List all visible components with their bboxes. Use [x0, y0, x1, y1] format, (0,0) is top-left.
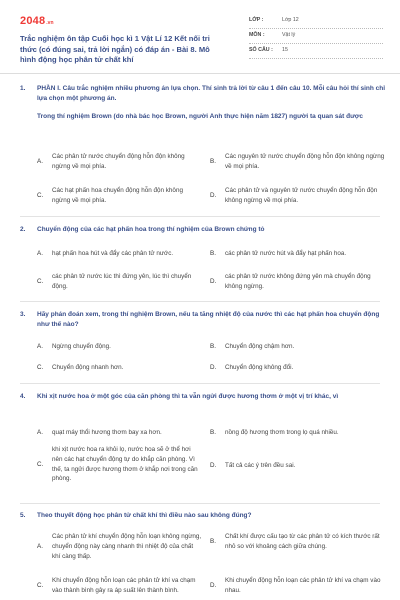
question-number: 3.: [20, 311, 26, 318]
answer-option-d[interactable]: [210, 576, 385, 596]
answer-option-a[interactable]: [37, 342, 202, 352]
option-letter: C.: [37, 460, 44, 468]
question-3: [20, 310, 390, 331]
answer-option-c[interactable]: [37, 576, 202, 596]
option-text: các phân tử nước lúc thì đứng yên, lúc thì chuyển động.: [52, 273, 192, 290]
answer-option-b[interactable]: [210, 152, 385, 172]
answer-option-d[interactable]: [210, 186, 385, 206]
option-letter: D.: [210, 581, 217, 589]
option-text: các phân tử nước hút và đẩy hạt phấn hoa.: [225, 250, 347, 257]
meta-label: SỐ CÂU :: [249, 47, 273, 54]
option-text: Ngừng chuyển động.: [52, 343, 111, 350]
question-text: Theo thuyết động học phân tử chất khí thì điều nào sau không đúng?: [37, 512, 252, 519]
option-letter: C.: [37, 277, 44, 285]
question-text: PHẦN I. Câu trắc nghiệm nhiều phương án lựa chọn. Thí sinh trả lời từ câu 1 đến câu 10. Mỗi câu hỏi thí sinh chỉ lựa chọn một phương án.: [37, 85, 386, 103]
option-letter: A.: [37, 250, 43, 257]
option-text: Chuyển động nhanh hơn.: [52, 364, 124, 371]
option-letter: C.: [37, 191, 44, 199]
option-letter: B.: [210, 343, 216, 350]
answer-option-c[interactable]: [37, 445, 202, 484]
option-letter: A.: [37, 157, 43, 165]
option-letter: A.: [37, 429, 43, 436]
option-text: Các phân tử và nguyên tử nước chuyển động hỗn độn không ngừng về mọi phía.: [225, 187, 378, 204]
meta-row-count: [249, 44, 383, 59]
meta-info-box: [249, 14, 383, 59]
option-text: Khi chuyển động hỗn loạn các phân tử khí va chạm vào nhau.: [225, 577, 381, 594]
option-text: quạt máy thổi hương thơm bay xa hơn.: [52, 429, 162, 436]
option-letter: D.: [210, 277, 217, 285]
option-text: Tất cả các ý trên đều sai.: [225, 462, 296, 469]
question-4: [20, 392, 390, 402]
meta-label: LỚP :: [249, 17, 264, 24]
answer-option-b[interactable]: [210, 428, 385, 438]
answer-option-a[interactable]: [37, 249, 202, 259]
option-letter: A.: [37, 343, 43, 350]
question-divider: [20, 216, 380, 217]
answer-option-b[interactable]: [210, 342, 385, 352]
option-text: Các phân tử nước chuyển động hỗn độn không ngừng về mọi phía.: [52, 153, 185, 170]
question-text: Hãy phán đoán xem, trong thí nghiệm Brown, nếu ta tăng nhiệt độ của nước thì các hạt phấn hoa chuyển động như thế nào?: [37, 311, 380, 329]
answer-option-a[interactable]: [37, 532, 202, 561]
option-text: khi xịt nước hoa ra khỏi lọ, nước hoa sẽ ở thể hơi nên các hạt chuyển động tự do khắp căn phòng. Vì thế, ta ngửi được hương thơm ở khắp nơi trong căn phòng.: [52, 446, 198, 483]
option-text: Các nguyên tử nước chuyển động hỗn độn không ngừng về mọi phía.: [225, 153, 385, 170]
page-title: Trắc nghiệm ôn tập Cuối học kì 1 Vật Lí 12 Kết nối tri thức (có đúng sai, trả lời ngắn) có đáp án - Bài 8. Mô hình động học phân tử chất khí: [20, 34, 210, 64]
option-letter: D.: [210, 191, 217, 199]
option-letter: A.: [37, 542, 43, 550]
option-letter: D.: [210, 462, 217, 469]
answer-option-c[interactable]: [37, 272, 202, 292]
question-number: 4.: [20, 393, 26, 400]
answer-option-a[interactable]: [37, 428, 202, 438]
answer-option-d[interactable]: [210, 272, 385, 292]
option-text: Khi chuyển động hỗn loạn các phân tử khí va chạm vào thành bình gây ra áp suất lên thành bình.: [52, 577, 196, 594]
option-letter: C.: [37, 364, 44, 371]
question-number: 1.: [20, 85, 26, 92]
question-text: Chuyển động của các hạt phấn hoa trong thí nghiệm của Brown chứng tỏ: [37, 226, 265, 233]
answer-option-d[interactable]: [210, 363, 385, 373]
answer-option-c[interactable]: [37, 186, 202, 206]
option-text: Chất khí được cấu tạo từ các phân tử có kích thước rất nhỏ so với khoảng cách giữa chúng.: [225, 533, 380, 550]
question-5: [20, 511, 390, 521]
page-header: [0, 0, 400, 74]
question-divider: [20, 503, 380, 504]
option-letter: B.: [210, 429, 216, 436]
option-text: Chuyển động không đổi.: [225, 364, 294, 371]
meta-label: MÔN :: [249, 32, 265, 39]
option-text: nồng độ hương thơm trong lọ quá nhiều.: [225, 429, 339, 436]
meta-value: Vật lý: [282, 32, 296, 39]
answer-option-a[interactable]: [37, 152, 202, 172]
question-number: 2.: [20, 226, 26, 233]
option-text: các phân tử nước không đứng yên mà chuyển động không ngừng.: [225, 273, 371, 290]
answer-option-b[interactable]: [210, 532, 385, 552]
option-text: Chuyển động chậm hơn.: [225, 343, 295, 350]
option-letter: B.: [210, 537, 216, 545]
meta-value: Lớp 12: [282, 17, 299, 24]
question-divider: [20, 383, 380, 384]
option-text: hạt phấn hoa hút và đẩy các phân tử nước.: [52, 250, 174, 257]
question-2: [20, 225, 390, 235]
answer-option-d[interactable]: [210, 461, 385, 471]
question-divider: [20, 301, 380, 302]
logo-text: 2048: [20, 15, 46, 27]
option-text: Các hạt phấn hoa chuyển động hỗn độn không ngừng về mọi phía.: [52, 187, 183, 204]
question-subtext: Trong thí nghiệm Brown (do nhà bác học Brown, người Anh thực hiện năm 1827) người ta quan sát được: [37, 112, 364, 120]
meta-row-class: [249, 14, 383, 29]
logo-suffix: .vn: [46, 20, 54, 26]
question-1: [20, 84, 390, 122]
question-number: 5.: [20, 512, 26, 519]
meta-value: 15: [282, 47, 288, 54]
option-letter: B.: [210, 250, 216, 257]
answer-option-b[interactable]: [210, 249, 385, 259]
meta-row-subject: [249, 29, 383, 44]
answer-option-c[interactable]: [37, 363, 202, 373]
option-letter: D.: [210, 364, 217, 371]
question-text: Khi xịt nước hoa ở một góc của căn phòng thì ta vẫn ngửi được hương thơm ở một vị trí khác, vì: [37, 393, 339, 400]
option-text: Các phân tử khí chuyển động hỗn loạn không ngừng, chuyển động này càng nhanh thì nhiệt độ của chất khí càng thấp.: [52, 533, 202, 560]
option-letter: B.: [210, 157, 216, 165]
option-letter: C.: [37, 581, 44, 589]
